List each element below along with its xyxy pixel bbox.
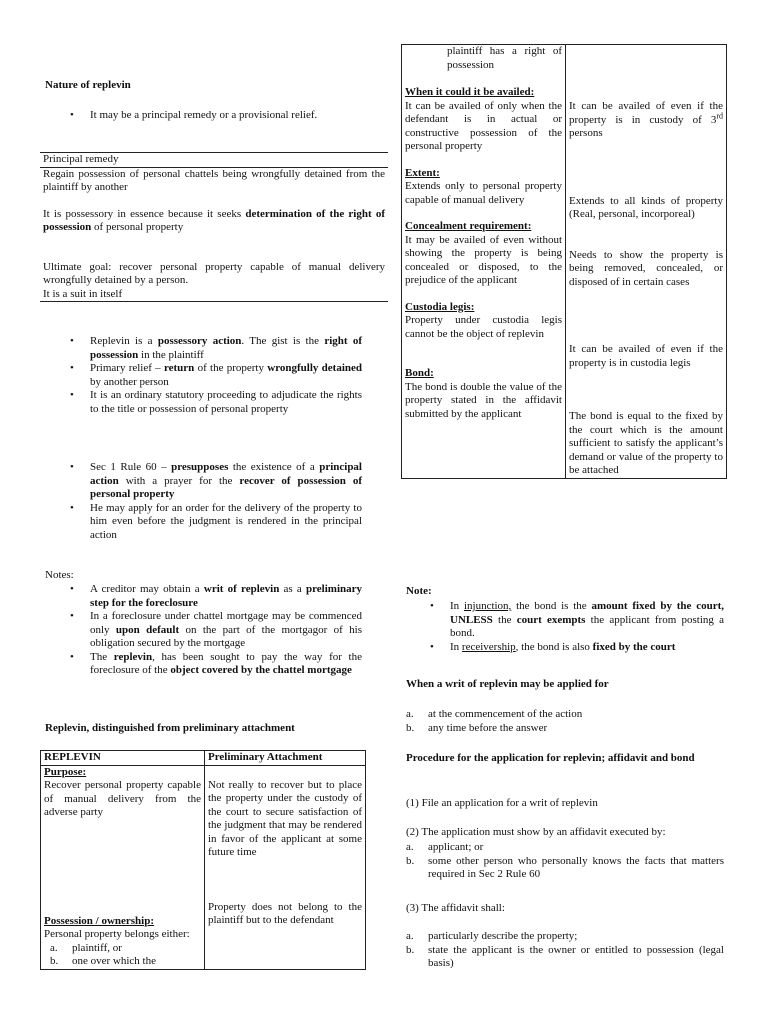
distinction-table-right [401, 44, 727, 479]
distinction-table-left [40, 750, 366, 970]
principal-remedy-header: Principal remedy [40, 153, 388, 168]
box-line-4: It is a suit in itself [43, 287, 123, 300]
replevin-bullets-2 [68, 461, 362, 542]
list-item: b. some other person who personally knows the facts that matters required in Sec 2 Rule 60 [406, 854, 724, 880]
cell-text: It can be availed of only when the defendant is in actual or constructive possession of the personal property [405, 99, 562, 152]
replevin-bullets-1 [68, 335, 362, 416]
distinguished-title: Replevin, distinguished from preliminary attachment [45, 722, 295, 734]
purpose-attachment [205, 765, 366, 969]
row-label: Bond: [405, 367, 434, 379]
table-row [41, 765, 366, 969]
header-preliminary-attachment: Preliminary Attachment [205, 751, 366, 766]
possession-list [44, 942, 201, 969]
cell-text: plaintiff has a right of possession [447, 45, 562, 71]
bullet-sec1-rule60: • Sec 1 Rule 60 – presupposes the existence of a principal action with a prayer for the recover of possession of personal property [68, 461, 362, 502]
nature-list [68, 109, 368, 123]
list-item: b. any time before the answer [406, 721, 548, 734]
note-foreclosure: • In a foreclosure under chattel mortgage may be commenced only upon default on the part of the mortgagor of his obligation secured by the mortgage [68, 610, 362, 651]
bullet-order-delivery: • He may apply for an order for the delivery of the property to him even before the judgment is rendered in the principal action [68, 502, 362, 543]
step-1: (1) File an application for a writ of replevin [406, 797, 598, 809]
text: of personal property [91, 221, 184, 233]
bullet-possessory: • Replevin is a possessory action. The gist is the right of possession in the plaintiff [68, 335, 362, 362]
bullet-statutory: • It is an ordinary statutory proceeding to adjudicate the rights to the title or possession of personal property [68, 389, 362, 416]
note-injunction: • In injunction, the bond is the amount fixed by the court, UNLESS the court exempts the applicant from posting a bond. [428, 600, 724, 641]
replevin-col [402, 45, 566, 479]
notes-list [68, 583, 362, 678]
when-writ-list [400, 708, 720, 735]
cell-text: It may be availed of even without showing the property is being concealed or disposed, to the prejudice of the applicant [405, 233, 562, 286]
box-line-1: Regain possession of personal chattels being wrongfully detained from the plaintiff by another [43, 167, 385, 193]
row-label: Purpose: [44, 765, 87, 778]
principal-remedy-box [40, 152, 388, 302]
row-label: Extent: [405, 166, 440, 179]
step-2: (2) The application must show by an affidavit executed by: [406, 826, 666, 838]
list-item: a. applicant; or [406, 841, 484, 853]
step-2-list [400, 841, 724, 882]
table-row [402, 45, 727, 479]
note-receivership: • In receivership, the bond is also fixed by the court [428, 641, 724, 655]
list-item: b. one over which the [50, 955, 156, 967]
note-label: Note: [406, 585, 432, 597]
bullet-primary-relief: • Primary relief – return of the property wrongfully detained by another person [68, 362, 362, 389]
note-replevin-sought: • The replevin, has been sought to pay the way for the foreclosure of the object covered by the chattel mortgage [68, 651, 362, 678]
list-item: a. at the commencement of the action [406, 708, 583, 720]
nature-bullet: • It may be a principal remedy or a provisional relief. [68, 109, 368, 123]
cell-text: It can be availed of even if the property is in custodia legis [569, 343, 723, 369]
attachment-col [566, 45, 727, 479]
header-replevin: REPLEVIN [41, 751, 205, 766]
row-label: Custodia legis: [405, 300, 475, 313]
cell-text: The bond is double the value of the property stated in the affidavit submitted by the applicant [405, 380, 562, 420]
cell-text: Recover personal property capable of manual delivery from the adverse party [44, 779, 201, 818]
list-item: a. particularly describe the property; [406, 930, 578, 942]
nature-title: Nature of replevin [45, 79, 131, 91]
text: It is possessory in essence because it seeks [43, 207, 246, 220]
note-creditor: • A creditor may obtain a writ of replevin as a preliminary step for the foreclosure [68, 583, 362, 610]
cell-text: Needs to show the property is being removed, concealed, or disposed of in certain cases [569, 248, 723, 288]
row-label: Concealment requirement: [405, 220, 532, 232]
cell-text: The bond is equal to the fixed by the court which is the amount sufficient to satisfy the applicant’s demand or value of the property to be attached [569, 410, 723, 476]
procedure-title: Procedure for the application for replevin; affidavit and bond [406, 752, 695, 764]
table-header-row [41, 751, 366, 766]
when-writ-title: When a writ of replevin may be applied for [406, 678, 609, 690]
purpose-replevin [41, 765, 205, 969]
cell-text: Property under custodia legis cannot be the object of replevin [405, 314, 562, 340]
cell-text: Not really to recover but to place the property under the custody of the court to secure satisfaction of the judgment that may be rendered in favor of the applicant at some future time [208, 778, 362, 858]
notes-label: Notes: [45, 569, 74, 581]
step-3-list [400, 930, 724, 971]
cell-text: Extends only to personal property capable of manual delivery [405, 180, 562, 206]
text-bold: determination of the right of possession [43, 207, 386, 233]
row-label: Possession / ownership: [44, 914, 155, 927]
box-line-3: Ultimate goal: recover personal property capable of manual delivery wrongfully detained by a person. [43, 260, 385, 286]
box-line-2 [40, 208, 388, 235]
cell-text: Property does not belong to the plaintiff but to the defendant [208, 900, 362, 926]
note-list [428, 600, 724, 654]
row-label: When it could it be availed: [405, 86, 535, 98]
step-3: (3) The affidavit shall: [406, 902, 505, 914]
list-item: b. state the applicant is the owner or entitled to possession (legal basis) [406, 943, 724, 969]
cell-text: Personal property belongs either: [44, 928, 190, 940]
cell-text: It can be availed of even if the property is in custody of 3rd persons [569, 100, 723, 139]
cell-text: Extends to all kinds of property (Real, personal, incorporeal) [569, 194, 723, 220]
list-item: a. plaintiff, or [50, 941, 122, 954]
